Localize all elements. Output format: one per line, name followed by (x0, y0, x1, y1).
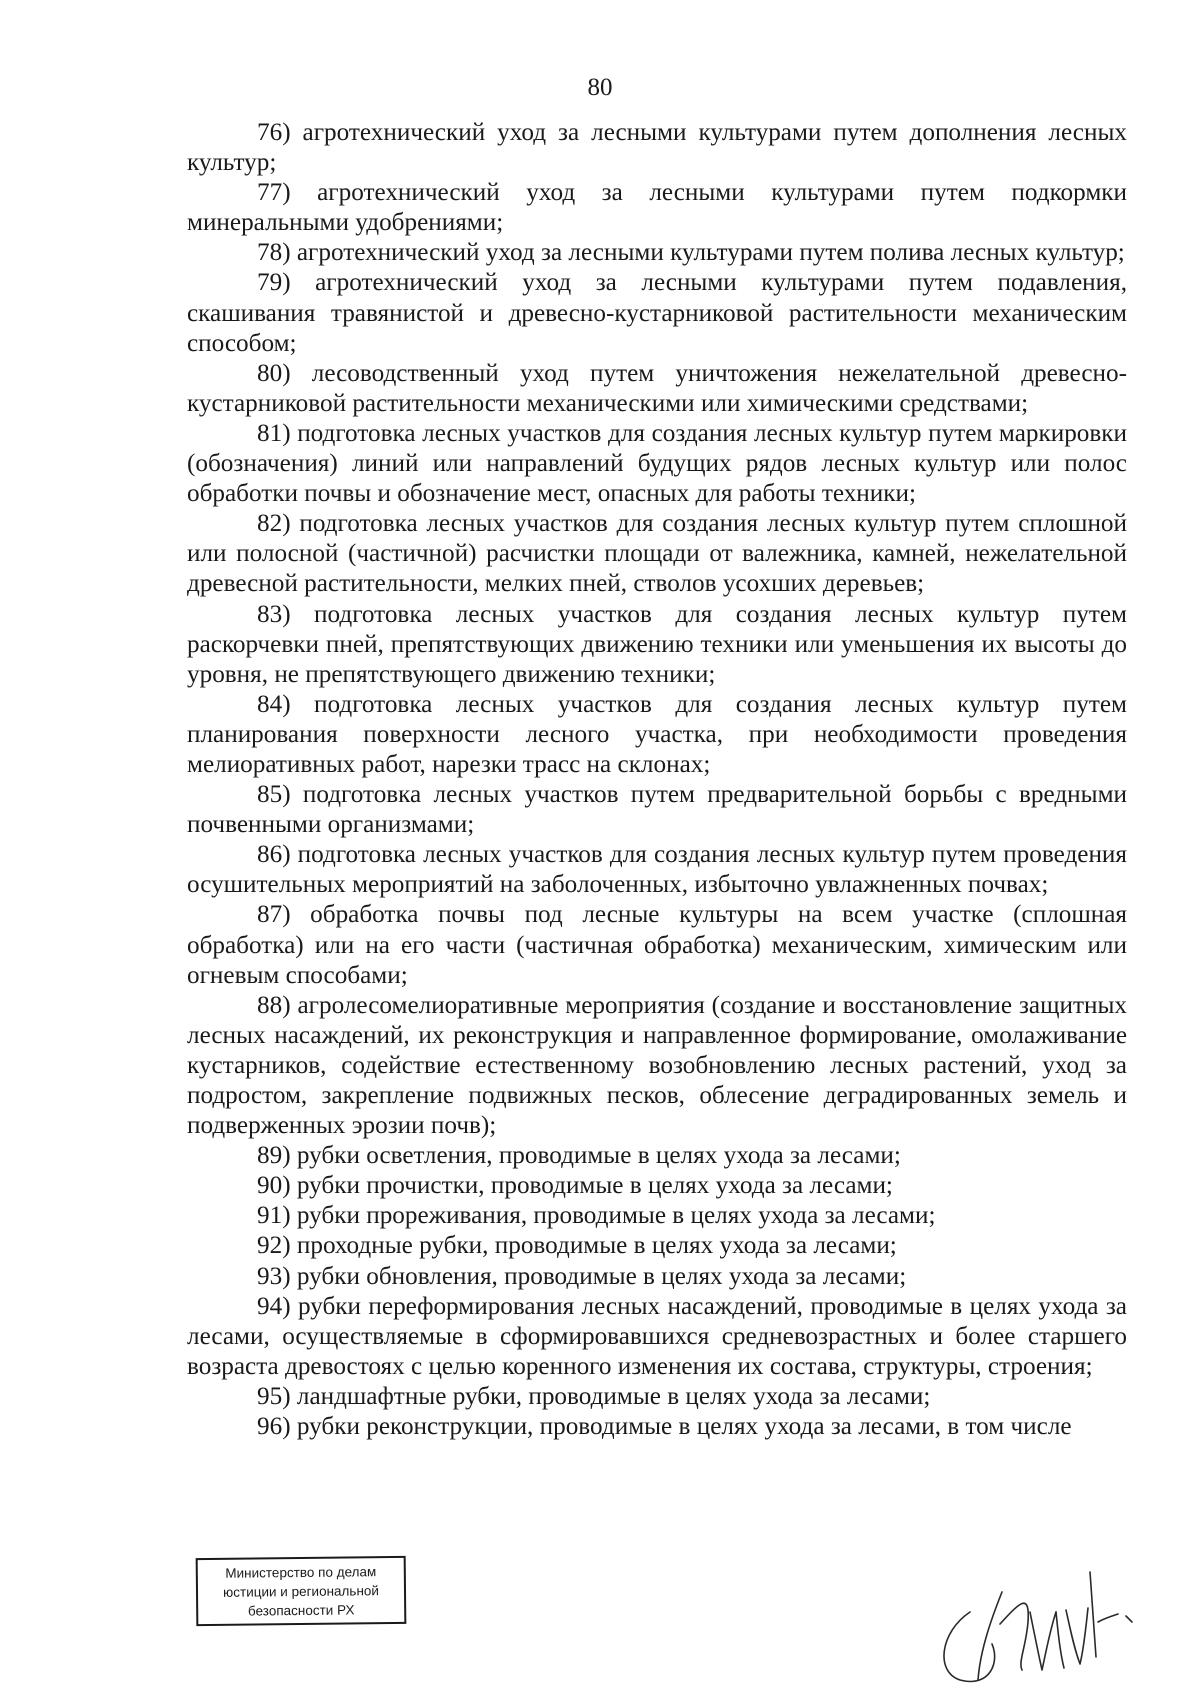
list-item: 78) агротехнический уход за лесными культурами путем полива лесных культур; (257, 239, 1125, 267)
list-item: 95) ландшафтные рубки, проводимые в целях ухода за лесами; (257, 1382, 931, 1410)
list-item: 85) подготовка лесных участков путем предварительной борьбы с вредными почвенными организмами; (187, 781, 1127, 839)
list-item: 92) проходные рубки, проводимые в целях ухода за лесами; (257, 1232, 897, 1260)
list-item: 86) подготовка лесных участков для создания лесных культур путем проведения осушительных мероприятий на заболоченных, избыточно увлажненных почвах; (187, 841, 1127, 899)
list-item: 91) рубки прореживания, проводимые в целях ухода за лесами; (257, 1202, 936, 1230)
list-item: 93) рубки обновления, проводимые в целях ухода за лесами; (257, 1262, 907, 1290)
list-item: 82) подготовка лесных участков для создания лесных культур путем сплошной или полосной (частичной) расчистки площади от валежника, камней, нежелательной древесной растительности, мелких пней, стволов усохших деревьев; (187, 510, 1127, 598)
list-item: 87) обработка почвы под лесные культуры на всем участке (сплошная обработка) или на его части (частичная обработка) механическим, химическим или огневым способами; (187, 901, 1127, 989)
list-item: 76) агротехнический уход за лесными культурами путем дополнения лесных культур; (187, 119, 1127, 177)
list-item: 90) рубки прочистки, проводимые в целях ухода за лесами; (257, 1172, 893, 1200)
list-item: 89) рубки осветления, проводимые в целях ухода за лесами; (257, 1142, 901, 1170)
list-item: 94) рубки переформирования лесных насаждений, проводимые в целях ухода за лесами, осуществляемые в сформировавшихся средневозрастных и более старшего возраста древостоях с целью коренного изменения их состава, структуры, строения; (187, 1292, 1127, 1380)
list-item: 96) рубки реконструкции, проводимые в целях ухода за лесами, в том числе (257, 1413, 1072, 1441)
list-item: 79) агротехнический уход за лесными культурами путем подавления, скашивания травянистой и древесно-кустарниковой растительности механическим способом; (187, 269, 1127, 357)
registration-stamp (196, 1556, 407, 1626)
list-item: 81) подготовка лесных участков для создания лесных культур путем маркировки (обозначения) линий или направлений будущих рядов лесных культур или полос обработки почвы и обозначение мест, опасных для работы техники; (187, 419, 1127, 508)
list-item: 83) подготовка лесных участков для создания лесных культур путем раскорчевки пней, препятствующих движению техники или уменьшения их высоты до уровня, не препятствующего движению техники; (187, 600, 1127, 688)
list-item: 84) подготовка лесных участков для создания лесных культур путем планирования поверхности лесного участка, при необходимости проведения мелиоративных работ, нарезки трасс на склонах; (187, 690, 1127, 778)
stamp-line: безопасности РХ (247, 1602, 355, 1619)
list-item: 88) агролесомелиоративные мероприятия (создание и восстановление защитных лесных насаждений, их реконструкция и направленное формирование, омолаживание кустарников, содействие естественному возобновлению лесных растений, уход за подростом, закрепление подвижных песков, облесение деградированных земель и подверженных эрозии почв); (187, 991, 1127, 1140)
signature-image (930, 1552, 1150, 1692)
body-text (187, 118, 1127, 1442)
stamp-line: юстиции и региональной (223, 1583, 379, 1600)
list-item: 77) агротехнический уход за лесными культурами путем подкормки минеральными удобрениями; (187, 179, 1127, 237)
page-number: 80 (587, 74, 613, 101)
list-item: 80) лесоводственный уход путем уничтожения нежелательной древесно-кустарниковой растительности механическими или химическими средствами; (187, 359, 1127, 417)
stamp-line: Министерство по делам (225, 1564, 377, 1581)
